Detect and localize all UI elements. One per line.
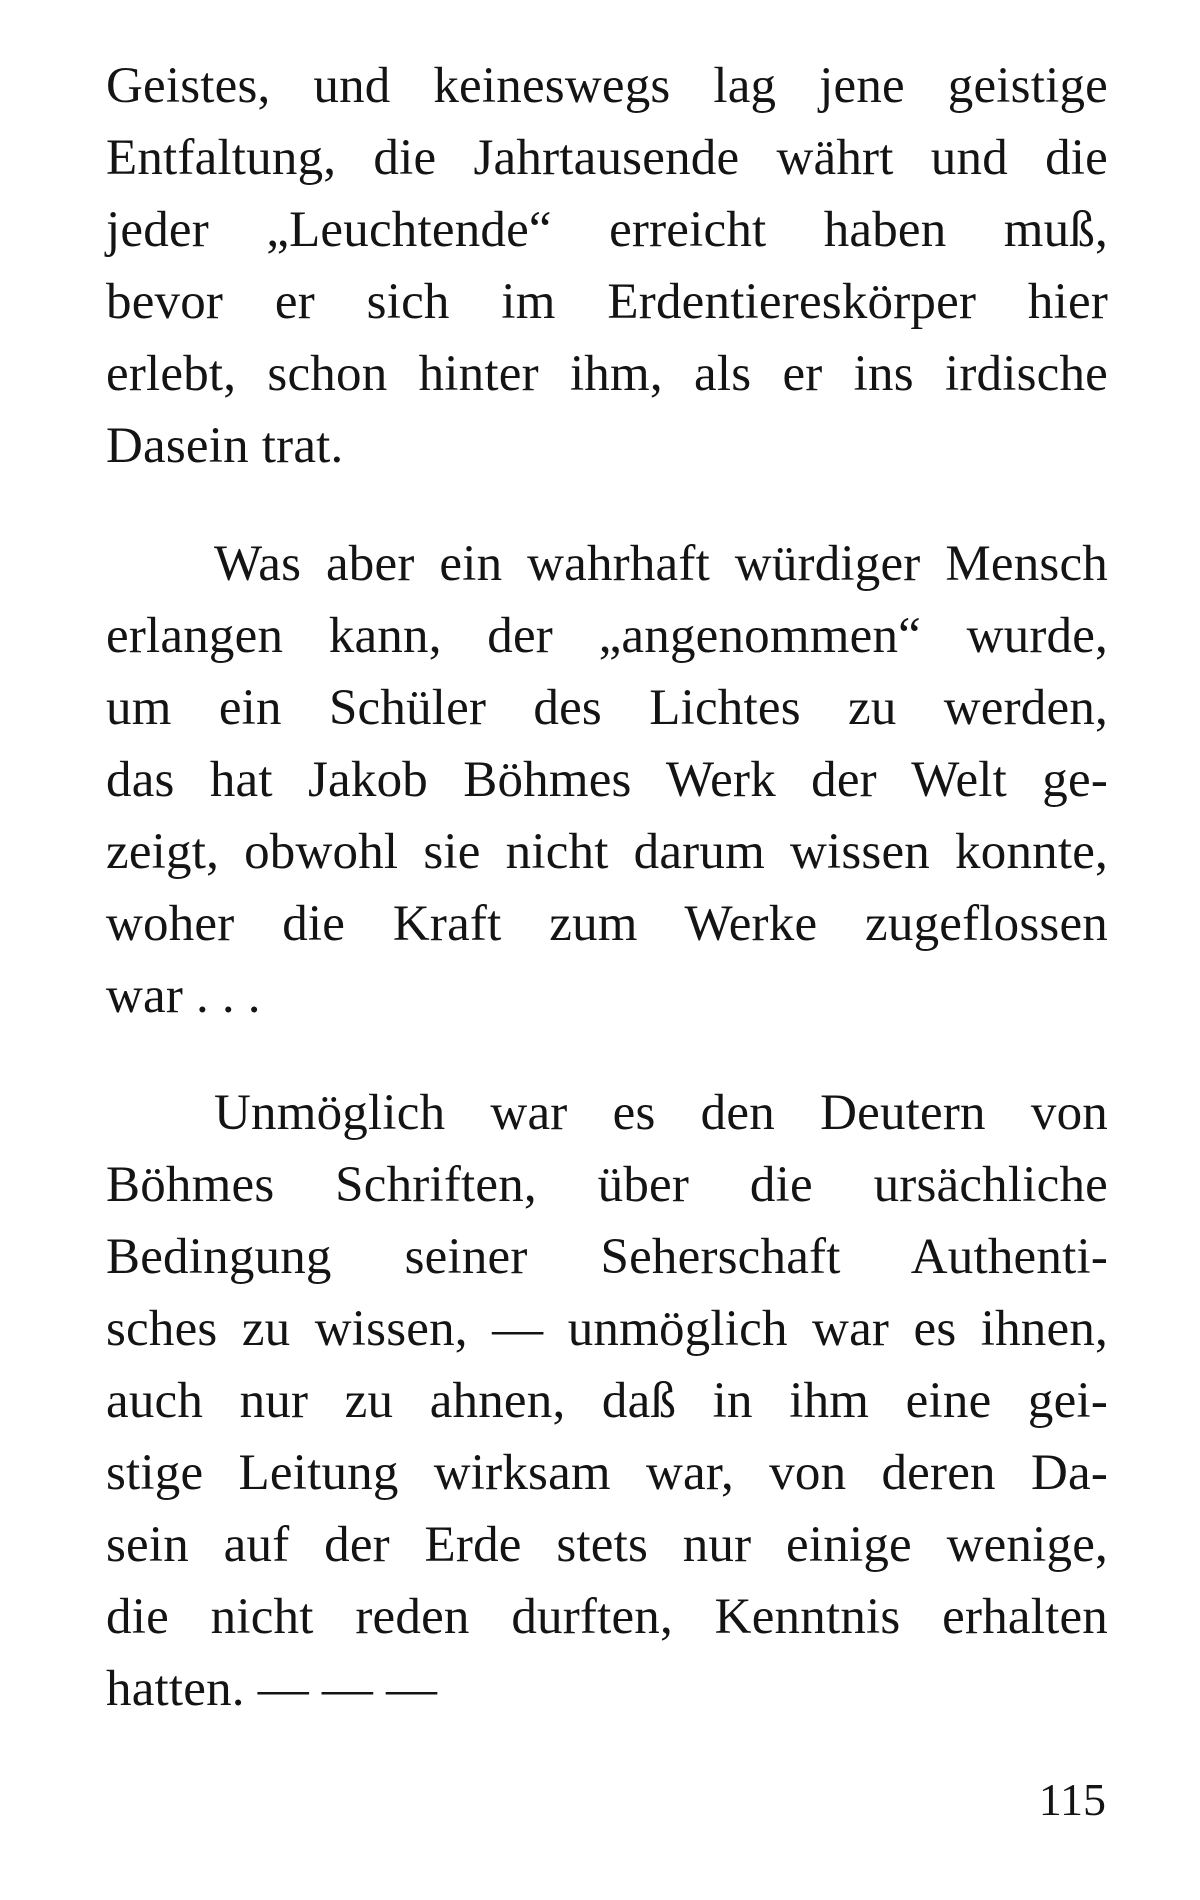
- text-line: Unmöglich war es den Deutern von: [214, 1085, 1108, 1141]
- text-line: auch nur zu ahnen, daß in ihm eine gei-: [106, 1373, 1108, 1429]
- paragraph: [106, 1077, 1108, 1725]
- text-line: Was aber ein wahrhaft würdiger Mensch: [214, 536, 1108, 592]
- text-line: woher die Kraft zum Werke zugeflossen: [106, 896, 1108, 952]
- text-line: Entfaltung, die Jahrtausende währt und die: [106, 130, 1108, 186]
- text-line: die nicht reden durften, Kenntnis erhalten: [106, 1589, 1108, 1645]
- text-line: stige Leitung wirksam war, von deren Da-: [106, 1445, 1108, 1501]
- page-number: 115: [1038, 1774, 1106, 1825]
- paragraph: [106, 528, 1108, 1032]
- text-line: hatten. — — —: [106, 1661, 438, 1717]
- text-line: Geistes, und keineswegs lag jene geistige: [106, 58, 1108, 114]
- text-line: erlebt, schon hinter ihm, als er ins irdische: [106, 346, 1108, 402]
- text-line: um ein Schüler des Lichtes zu werden,: [106, 680, 1108, 736]
- text-line: erlangen kann, der „angenommen“ wurde,: [106, 608, 1108, 664]
- text-line: sches zu wissen, — unmöglich war es ihnen,: [106, 1301, 1108, 1357]
- paragraph: [106, 50, 1108, 482]
- text-line: war . . .: [106, 968, 261, 1024]
- text-line: sein auf der Erde stets nur einige wenige,: [106, 1517, 1108, 1573]
- text-line: Bedingung seiner Seherschaft Authenti-: [106, 1229, 1108, 1285]
- text-line: zeigt, obwohl sie nicht darum wissen konnte,: [106, 824, 1108, 880]
- text-line: bevor er sich im Erdentiereskörper hier: [106, 274, 1108, 330]
- text-line: das hat Jakob Böhmes Werk der Welt ge-: [106, 752, 1108, 808]
- text-line: Böhmes Schriften, über die ursächliche: [106, 1157, 1108, 1213]
- text-line: Dasein trat.: [106, 418, 344, 474]
- text-line: jeder „Leuchtende“ erreicht haben muß,: [106, 202, 1108, 258]
